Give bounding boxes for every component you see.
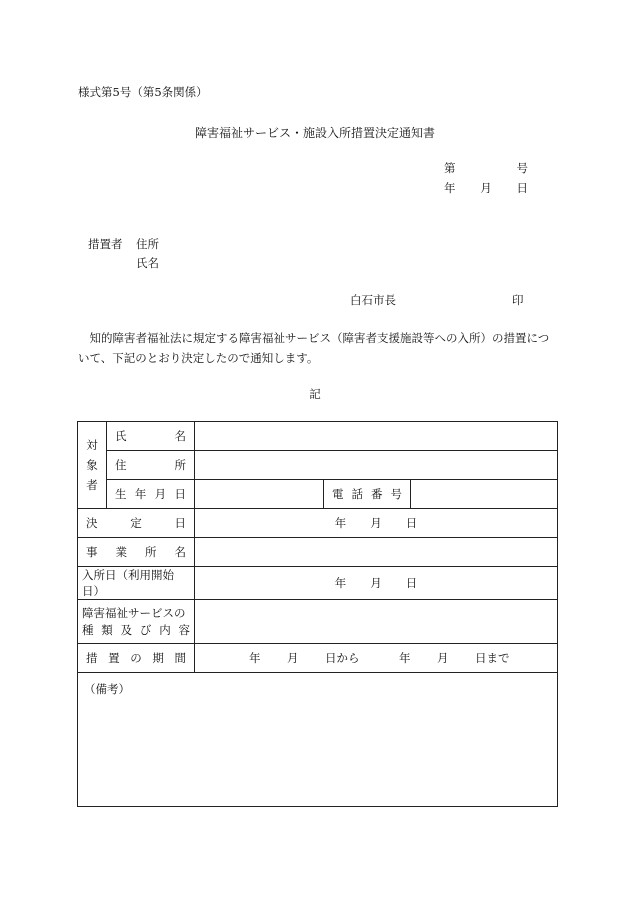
number-prefix: 第 (444, 161, 456, 175)
office-name-label: 事 業 所 名 (78, 538, 195, 567)
name-label: 氏 名 (107, 422, 195, 451)
subject-char: 象 (86, 458, 98, 472)
issue-day: 日 (516, 181, 528, 195)
ki-heading: 記 (309, 387, 321, 401)
number-suffix: 号 (516, 161, 528, 175)
admission-date-label: 入所日（利用開始日） (78, 567, 195, 600)
birth-date-label: 生 年 月 日 (107, 480, 195, 509)
address-value-cell (195, 451, 558, 480)
office-name-value-cell (195, 538, 558, 567)
decision-form-table (77, 421, 558, 807)
subject-char: 対 (86, 438, 98, 452)
phone-value-cell (411, 480, 558, 509)
subject-label (78, 422, 107, 509)
period-label: 措 置 の 期 間 (78, 644, 195, 673)
form-number: 様式第5号（第5条関係） (78, 85, 208, 99)
addressee-label: 措置者 (88, 237, 123, 251)
seal-mark: 印 (512, 293, 524, 307)
row-service-type (78, 600, 558, 644)
addressee-address-label: 住所 (136, 237, 159, 251)
document-number-line (444, 160, 528, 176)
row-birth-phone (78, 480, 558, 509)
issue-date-line (444, 180, 528, 196)
row-name (78, 422, 558, 451)
row-remarks (78, 673, 558, 807)
phone-label: 電 話 番 号 (324, 480, 411, 509)
address-label: 住 所 (107, 451, 195, 480)
issue-month: 月 (480, 181, 492, 195)
decision-date-label: 決 定 日 (78, 509, 195, 538)
document-title: 障害福祉サービス・施設入所措置決定通知書 (194, 126, 435, 140)
service-type-value-cell (195, 600, 558, 644)
decision-date-value: 年 月 日 (195, 509, 558, 538)
admission-date-value: 年 月 日 (195, 567, 558, 600)
issuer-mayor: 白石市長 (350, 293, 396, 307)
notice-body-text: 知的障害者福祉法に規定する障害福祉サービス（障害者支援施設等への入所）の措置について、下記のとおり決定したので通知します。 (78, 331, 550, 365)
remarks-label: （備考） (84, 682, 130, 696)
period-value: 年 月 日から 年 月 日まで (195, 644, 558, 673)
name-value-cell (195, 422, 558, 451)
row-decision-date (78, 509, 558, 538)
row-period (78, 644, 558, 673)
row-address (78, 451, 558, 480)
issue-year: 年 (444, 181, 456, 195)
subject-char: 者 (86, 478, 98, 492)
remarks-cell (78, 673, 558, 807)
addressee-name-label: 氏名 (136, 256, 159, 270)
service-type-label: 障害福祉サービスの 種 類 及 び 内 容 (78, 600, 195, 644)
row-office (78, 538, 558, 567)
row-admission-date (78, 567, 558, 600)
birth-date-value-cell (195, 480, 324, 509)
